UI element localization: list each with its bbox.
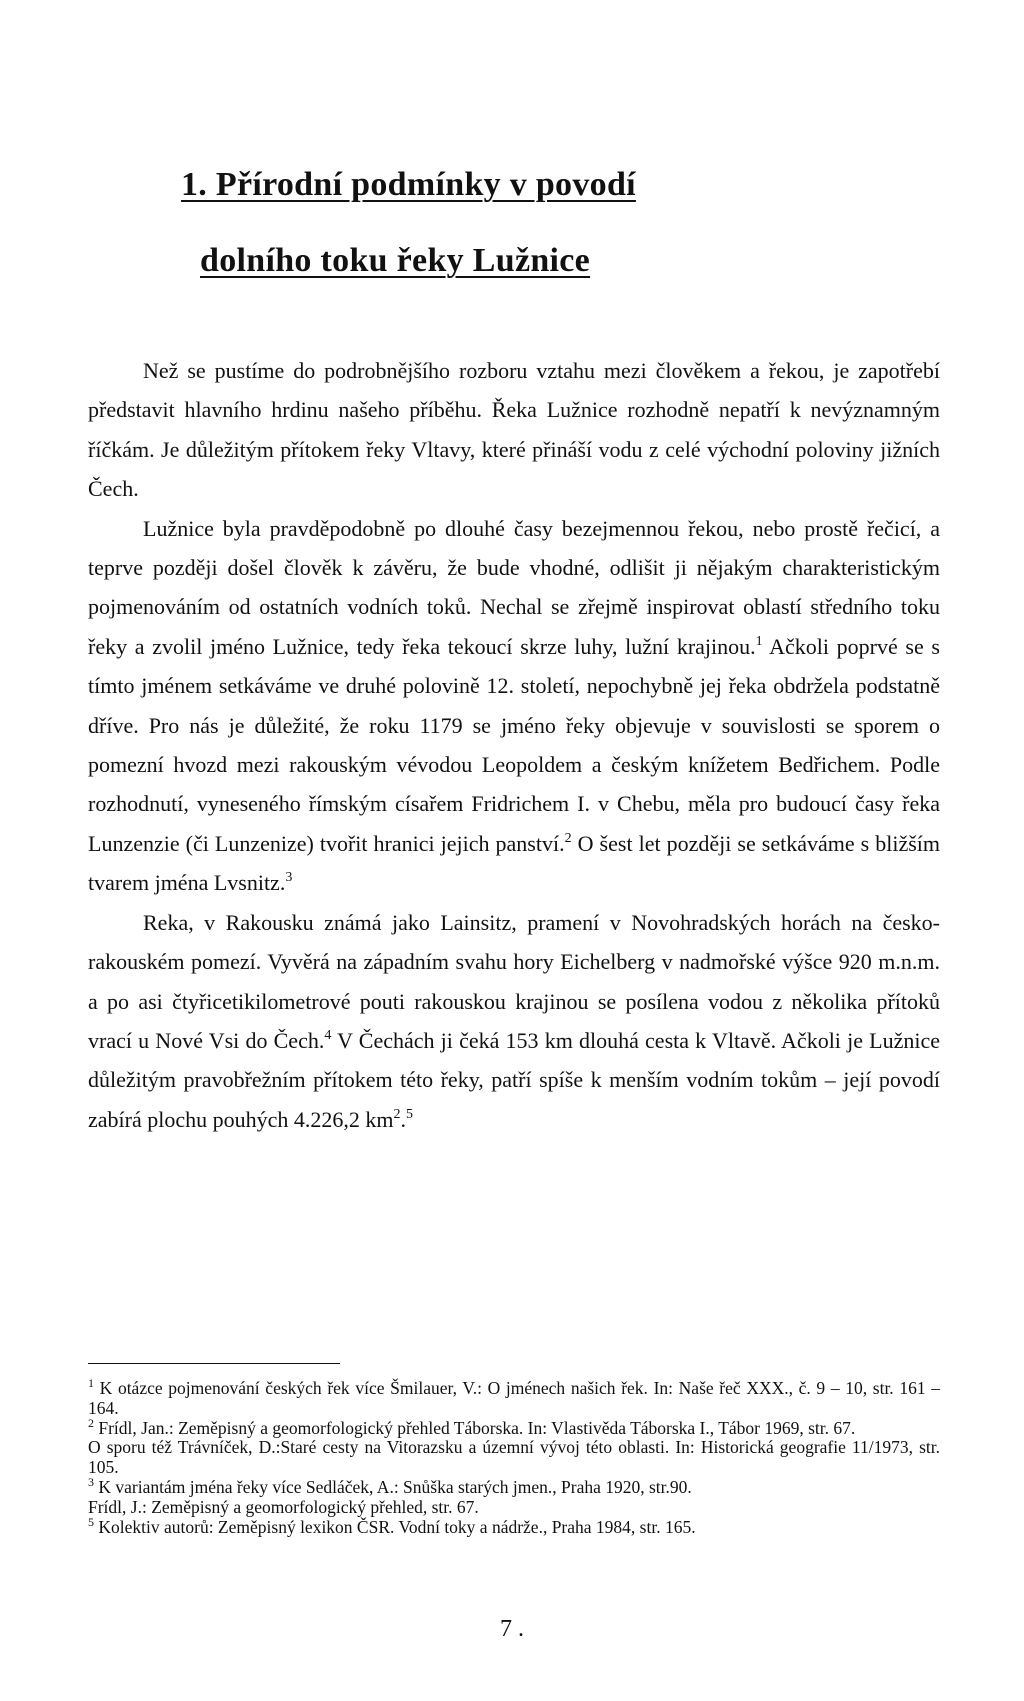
paragraph-3-period: . [400, 1106, 406, 1132]
chapter-title-line-2: dolního toku řeky Lužnice [200, 242, 591, 279]
paragraph-3 [88, 903, 940, 1139]
footnote-number: 2 [88, 1415, 94, 1430]
footnote-text: Frídl, Jan.: Zeměpisný a geomorfologický přehled Táborska. In: Vlastivěda Táborska I., Tábor 1969, str. 67. [94, 1417, 856, 1438]
footnote-ref-4: 4 [324, 1027, 332, 1043]
paragraph-2 [88, 509, 940, 903]
footnote-ref-5: 5 [406, 1106, 413, 1122]
paragraph-2-part-2: Ačkoli poprvé se s tímto jménem setkáváme ve druhé polovině 12. století, nepochybně jej řeka obdržela podstatně dříve. Pro nás je důležité, že roku 1179 se jméno řeky objevuje v souvislosti se sporem o pomezní hvozd mezi rakouským vévodou Leopoldem a českým knížetem Bedřichem. Podle rozhodnutí, vyneseného římským císařem Fridrichem I. v Chebu, měla pro budoucí časy řeka Lunzenzie (či Lunzenize) tvořit hranici jejich panství. [88, 633, 940, 856]
footnote-text: K otázce pojmenování českých řek více Šmilauer, V.: O jménech našich řek. In: Naše řeč XXX., č. 9 – 10, str. 161 – 164. [88, 1378, 940, 1418]
chapter-title-line-1: 1. Přírodní podmínky v povodí [181, 166, 636, 203]
footnote-2-continued [88, 1438, 940, 1478]
footnote-text: Frídl, J.: Zeměpisný a geomorfologický přehled, str. 67. [88, 1496, 479, 1517]
footnote-ref-3: 3 [285, 870, 293, 886]
footnote-number: 1 [88, 1376, 94, 1390]
paragraph-2-part-3: O šest let později se setkáváme s bližším tvarem jména Lvsnitz. [88, 830, 940, 896]
paragraph-3-part-2: V Čechách ji čeká 153 km dlouhá cesta k Vltavě. Ačkoli je Lužnice důležitým pravobřežním přítokem této řeky, patří spíše k menším vodním tokům – její povodí zabírá plochu pouhých 4.226,2 km [88, 1027, 940, 1132]
footnote-text: K variantám jména řeky více Sedláček, A.: Snůška starých jmen., Praha 1920, str.90. [94, 1476, 692, 1497]
footnote-text: Kolektiv autorů: Zeměpisný lexikon ČSR. Vodní toky a nádrže., Praha 1984, str. 165. [94, 1516, 696, 1537]
footnote-number: 3 [88, 1474, 94, 1489]
footnote-text: O sporu též Trávníček, D.:Staré cesty na Vitorazsku a územní vývoj této oblasti. In: Historická geografie 11/1973, str. 105. [88, 1437, 940, 1478]
main-text [88, 351, 940, 1139]
footnote-ref-1: 1 [755, 633, 763, 649]
footnotes [88, 1376, 940, 1537]
footnote-ref-2: 2 [564, 830, 572, 846]
footnote-1 [88, 1376, 940, 1419]
page-number: 7 . [500, 1616, 524, 1642]
footnote-2 [88, 1415, 940, 1439]
paragraph-1-text: Než se pustíme do podrobnějšího rozboru vztahu mezi člověkem a řekou, je zapotřebí představit hlavního hrdinu našeho příběhu. Řeka Lužnice rozhodně nepatří k nevýznamným říčkám. Je důležitým přítokem řeky Vltavy, které přináší vodu z celé východní poloviny jižních Čech. [88, 358, 940, 502]
paragraph-3-part-1: Reka, v Rakousku známá jako Lainsitz, pramení v Novohradských horách na česko-rakouském pomezí. Vyvěrá na západním svahu hory Eichelberg v nadmořské výšce 920 m.n.m. a po asi čtyřicetikilometrové pouti rakouskou krajinou se posílena vodou z několika přítoků vrací u Nové Vsi do Čech. [88, 909, 940, 1053]
paragraph-2-part-1: Lužnice byla pravděpodobně po dlouhé časy bezejmennou řekou, nebo prostě řečicí, a teprve později došel člověk k závěru, že bude vhodné, odlišit ji nějakým charakteristickým pojmenováním od ostatních vodních toků. Nechal se zřejmě inspirovat oblastí středního toku řeky a zvolil jméno Lužnice, tedy řeka tekoucí skrze luhy, lužní krajinou. [88, 515, 940, 659]
footnote-separator [88, 1363, 340, 1364]
footnote-4 [88, 1498, 940, 1518]
footnote-5 [88, 1514, 940, 1538]
footnote-number: 5 [88, 1514, 94, 1529]
footnote-3 [88, 1474, 940, 1498]
squared-superscript: 2 [393, 1106, 401, 1122]
paragraph-1 [88, 351, 940, 509]
